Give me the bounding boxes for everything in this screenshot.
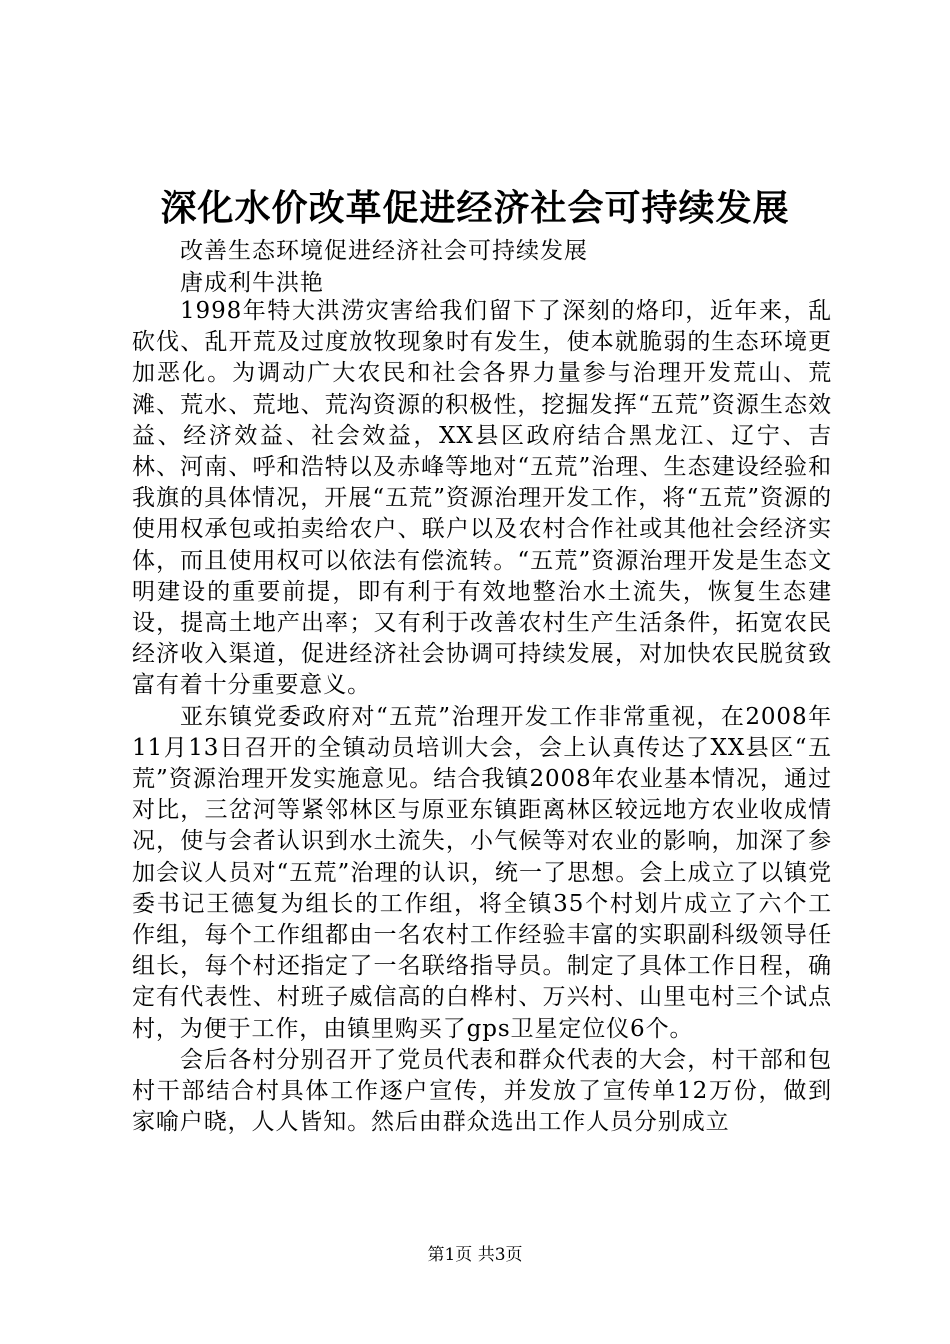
- body-paragraph: 1998年特大洪涝灾害给我们留下了深刻的烙印，近年来，乱砍伐、乱开荒及过度放牧现象时有发生，使本就脆弱的生态环境更加恶化。为调动广大农民和社会各界力量参与治理开发荒山、荒滩、荒水、荒地、荒沟资源的积极性，挖掘发挥“五荒”资源生态效益、经济效益、社会效益，XX县区政府结合黑龙江、辽宁、吉林、河南、呼和浩特以及赤峰等地对“五荒”治理、生态建设经验和我旗的具体情况，开展“五荒”资源治理开发工作，将“五荒”资源的使用权承包或拍卖给农户、联户以及农村合作社或其他社会经济实体，而且使用权可以依法有偿流转。“五荒”资源治理开发是生态文明建设的重要前提，即有利于有效地整治水土流失，恢复生态建设，提高土地产出率；又有利于改善农村生产生活条件，拓宽农民经济收入渠道，促进经济社会协调可持续发展，对加快农民脱贫致富有着十分重要意义。: [132, 298, 832, 699]
- body-paragraph: 亚东镇党委政府对“五荒”治理开发工作非常重视，在2008年11月13日召开的全镇动员培训大会，会上认真传达了XX县区“五荒”资源治理开发实施意见。结合我镇2008年农业基本情况，通过对比，三岔河等紧邻林区与原亚东镇距离林区较远地方农业收成情况，使与会者认识到水土流失，小气候等对农业的影响，加深了参加会议人员对“五荒”治理的认识，统一了思想。会上成立了以镇党委书记王德复为组长的工作组，将全镇35个村划片成立了六个工作组，每个工作组都由一名农村工作经验丰富的实职副科级领导任组长，每个村还指定了一名联络指导员。制定了具体工作日程，确定有代表性、村班子威信高的白桦村、万兴村、山里屯村三个试点村，为便于工作，由镇里购买了gps卫星定位仪6个。: [132, 703, 832, 1042]
- document-body: [132, 296, 832, 1138]
- page-footer: 第1页 共3页: [427, 1245, 523, 1265]
- document-subtitle: 改善生态环境促进经济社会可持续发展: [180, 238, 588, 264]
- body-paragraph: 会后各村分别召开了党员代表和群众代表的大会，村干部和包村干部结合村具体工作逐户宣传，并发放了宣传单12万份，做到家喻户晓，人人皆知。然后由群众选出工作人员分别成立: [132, 1046, 832, 1136]
- document-title: 深化水价改革促进经济社会可持续发展: [160, 187, 790, 229]
- document-authors: 唐成利牛洪艳: [180, 270, 324, 296]
